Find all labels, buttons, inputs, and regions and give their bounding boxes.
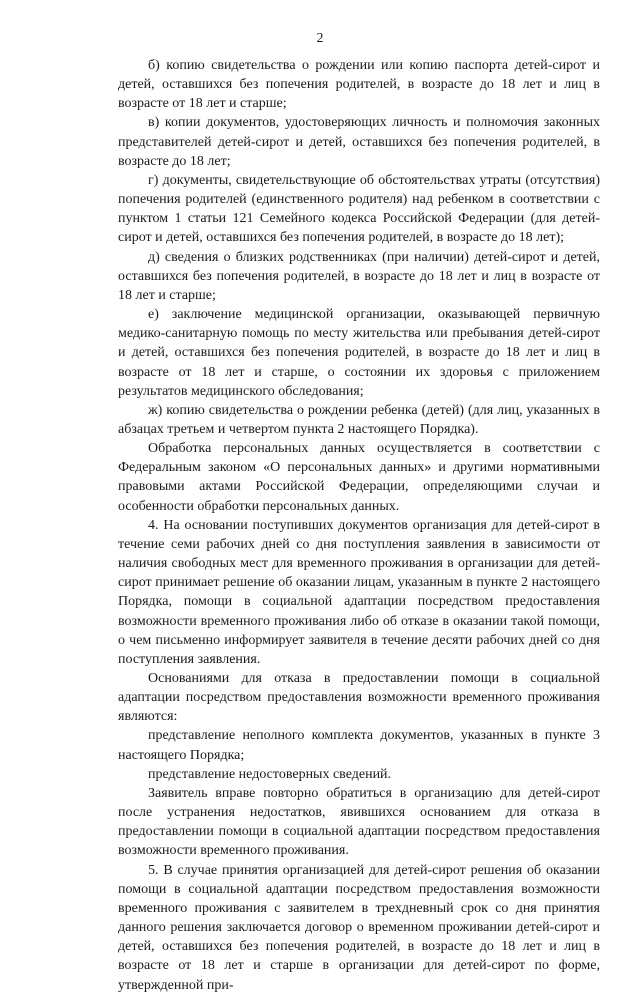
paragraph-item-b: б) копию свидетельства о рождении или копию паспорта детей-сирот и детей, оставшихся без попечения родителей, в возрасте до 18 лет и лиц в возрасте от 18 лет и старше; [118,58,600,112]
page-number: 2 [316,31,324,46]
paragraph-personal-data: Обработка персональных данных осуществляется в соответствии с Федеральным законом «О персональных данных» и другими нормативными правовыми актами Российской Федерации, определяющими случаи и особенности обработки персональных данных. [118,441,600,514]
paragraph-ground-incomplete: представление неполного комплекта документов, указанных в пункте 3 настоящего Порядка; [118,728,600,763]
paragraph-reapply: Заявитель вправе повторно обратиться в организацию для детей-сирот после устранения недостатков, явившихся основанием для отказа в предоставлении помощи в социальной адаптации посредством предоставления возможности временного проживания. [118,785,600,859]
paragraph-item-g: г) документы, свидетельствующие об обстоятельствах утраты (отсутствия) попечения родителей (единственного родителя) над ребенком в соответствии с пунктом 1 статьи 121 Семейного кодекса Российской Федерации (для детей-сирот и детей, оставшихся без попечения родителей, в возрасте до 18 лет); [118,172,600,246]
paragraph-clause-4: 4. На основании поступивших документов организация для детей-сирот в течение семи рабочих дней со дня поступления заявления в зависимости от наличия свободных мест для временного проживания в организации для детей-сирот принимает решение об оказании лицам, указанным в пункте 2 настоящего Порядка, помощи в социальной адаптации посредством предоставления возможности временного проживания либо об отказе в оказании такой помощи, о чем письменно информирует заявителя в течение десяти рабочих дней со дня поступления заявления. [118,517,600,667]
paragraph-item-d: д) сведения о близких родственниках (при наличии) детей-сирот и детей, оставшихся без попечения родителей, в возрасте до 18 лет и лиц в возрасте от 18 лет и старше; [118,249,600,303]
paragraph-ground-false-info: представление недостоверных сведений. [148,766,392,782]
paragraph-item-zh: ж) копию свидетельства о рождении ребенка (детей) (для лиц, указанных в абзацах третьем и четвертом пункта 2 настоящего Порядка). [118,402,600,437]
paragraph-clause-5: 5. В случае принятия организацией для детей-сирот решения об оказании помощи в социальной адаптации посредством предоставления возможности временного проживания с заявителем в трехдневный срок со дня принятия данного решения заключается договор о временном проживании детей-сирот и детей, оставшихся без попечения родителей, в возрасте до 18 лет и лиц в возрасте от 18 лет и старше в организации для детей-сирот по форме, утвержденной при- [118,862,600,993]
paragraph-item-v: в) копии документов, удостоверяющих личность и полномочия законных представителей детей-сирот и детей, оставшихся без попечения родителей, в возрасте до 18 лет; [118,115,600,169]
paragraph-item-e: е) заключение медицинской организации, оказывающей первичную медико-санитарную помощь по месту жительства или пребывания детей-сирот и детей, оставшихся без попечения родителей, в возрасте до 18 лет и лиц в возрасте от 18 лет и старше, о состоянии их здоровья с приложением результатов медицинского обследования; [118,307,600,399]
document-body [118,56,600,995]
paragraph-refusal-grounds: Основаниями для отказа в предоставлении помощи в социальной адаптации посредством предоставления возможности временного проживания являются: [118,671,600,725]
